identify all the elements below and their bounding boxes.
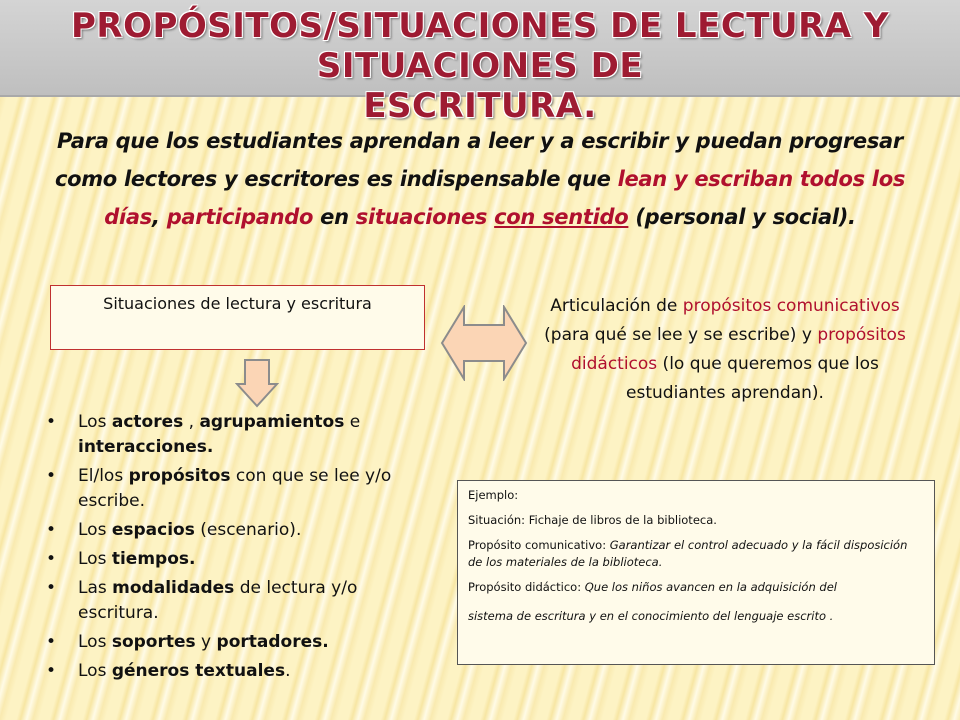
articulation-text-3: (lo que queremos que los estudiantes aprendan). [626, 354, 879, 403]
intro-text-1: Para que los estudiantes aprendan a leer y a escribir y puedan progresar como lectores y escritores es indispensable que [54, 129, 903, 191]
example-comm-label: Propósito comunicativo: [468, 538, 610, 552]
situation-elements-list [40, 410, 420, 688]
list-text: , [183, 412, 200, 432]
intro-highlight-daily: lean y escriban todos los días [104, 167, 906, 229]
list-item [40, 630, 420, 655]
didactic-purposes: propósitos didácticos [571, 325, 906, 374]
list-item [40, 464, 420, 514]
example-didactic-continued [468, 608, 924, 625]
articulation-text [535, 292, 915, 408]
articulation-text-1: Articulación de [550, 296, 683, 316]
intro-paragraph [35, 122, 925, 236]
list-text: Las [78, 578, 113, 598]
example-didactic-purpose [468, 579, 924, 596]
list-text: . [285, 661, 291, 681]
example-did-label: Propósito didáctico: [468, 580, 585, 594]
list-text: de lectura y/o escritura. [78, 578, 358, 623]
title-line-1: PROPÓSITOS/SITUACIONES DE LECTURA Y SITUACIONES DE [70, 6, 890, 86]
list-text: con que se lee y/o escribe. [78, 466, 392, 511]
intro-highlight-participating: participando [166, 205, 314, 229]
list-item [40, 547, 420, 572]
example-heading: Ejemplo: [468, 488, 519, 502]
list-keyword: soportes [111, 632, 196, 652]
intro-text-2: , [152, 205, 167, 229]
double-arrow-icon [440, 305, 528, 381]
list-text: e [344, 412, 361, 432]
list-keyword: actores [111, 412, 184, 432]
list-keyword: portadores. [216, 632, 329, 652]
example-did-value-1: Que los niños avancen en la adquisición del [584, 580, 837, 594]
list-keyword: tiempos. [111, 549, 196, 569]
down-arrow-icon [235, 358, 279, 408]
list-text: y [195, 632, 217, 652]
list-keyword: espacios [111, 520, 195, 540]
intro-text-5: (personal y social). [628, 205, 856, 229]
list-keyword: géneros textuales [111, 661, 286, 681]
list-item [40, 576, 420, 626]
list-item [40, 659, 420, 684]
reading-writing-situations-label: Situaciones de lectura y escritura [103, 294, 372, 313]
list-text: (escenario). [194, 520, 302, 540]
intro-text-3: en [313, 205, 356, 229]
intro-highlight-situations: situaciones [355, 205, 488, 229]
list-text: Los [78, 520, 112, 540]
example-comm-value: Garantizar el control adecuado y la fácil disposición de los materiales de la biblioteca. [468, 538, 908, 569]
list-text: El/los [78, 466, 129, 486]
example-situation [468, 512, 924, 529]
page-title [20, 6, 940, 126]
example-situation-label: Situación: [468, 513, 529, 527]
list-item [40, 410, 420, 460]
example-did-value-2: sistema de escritura y en el conocimiento del lenguaje escrito . [468, 609, 834, 623]
list-keyword: interacciones. [78, 437, 214, 457]
list-keyword: propósitos [128, 466, 231, 486]
example-situation-value: Fichaje de libros de la biblioteca. [528, 513, 717, 527]
communicative-purposes: propósitos comunicativos [682, 296, 900, 316]
intro-highlight-meaningful: con sentido [494, 205, 629, 229]
example-box [457, 480, 935, 665]
list-text: Los [78, 661, 112, 681]
list-text: Los [78, 549, 112, 569]
list-item [40, 518, 420, 543]
list-text: Los [78, 412, 112, 432]
list-keyword: agrupamientos [199, 412, 345, 432]
list-keyword: modalidades [112, 578, 235, 598]
example-communicative-purpose [468, 537, 924, 571]
articulation-text-2: (para qué se lee y se escribe) y [544, 325, 818, 345]
reading-writing-situations-box [50, 285, 425, 350]
title-line-2: ESCRITURA. [363, 86, 597, 126]
list-text: Los [78, 632, 112, 652]
